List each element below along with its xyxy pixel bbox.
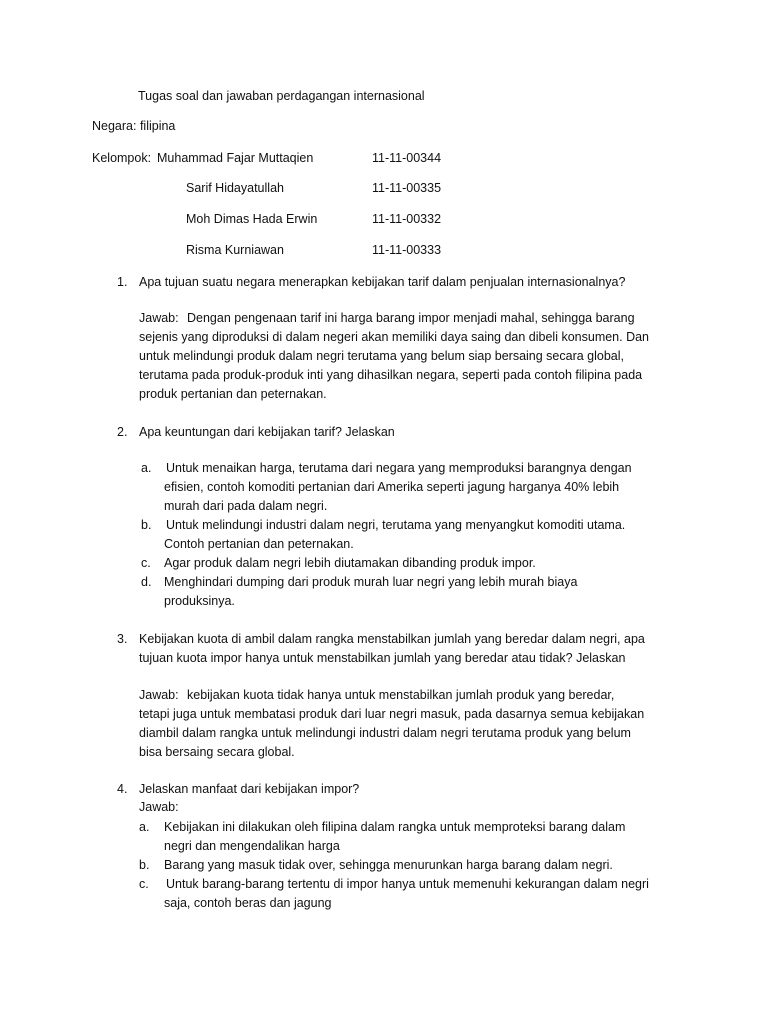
question-text: Apa keuntungan dari kebijakan tarif? Jelaskan xyxy=(139,425,395,439)
answer-line: untuk melindungi produk dalam negri terutama yang belum siap bersaing secara global, xyxy=(139,349,625,363)
question-text: Jelaskan manfaat dari kebijakan impor? xyxy=(139,782,360,796)
answer-label: Jawab: xyxy=(139,800,179,814)
answer-line: produk pertanian dan peternakan. xyxy=(139,387,327,401)
answer-label: Jawab: xyxy=(139,311,179,325)
member-name: Risma Kurniawan xyxy=(186,243,284,257)
answer-line: diambil dalam rangka untuk melindungi industri dalam negri terutama produk yang belum xyxy=(139,726,631,740)
member-name: Moh Dimas Hada Erwin xyxy=(186,212,318,226)
document-title: Tugas soal dan jawaban perdagangan internasional xyxy=(138,89,425,103)
answer-line: Dengan pengenaan tarif ini harga barang impor menjadi mahal, sehingga barang xyxy=(187,311,635,325)
question-number: 2. xyxy=(117,425,128,439)
list-item-line: Menghindari dumping dari produk murah luar negri yang lebih murah biaya xyxy=(164,575,578,589)
list-letter: d. xyxy=(141,575,152,589)
list-letter: a. xyxy=(139,820,150,834)
answer-line: bisa bersaing secara global. xyxy=(139,745,295,759)
answer-line: terutama pada produk-produk inti yang dihasilkan negara, seperti pada contoh filipina pada xyxy=(139,368,643,382)
list-letter: c. xyxy=(141,556,151,570)
list-letter: b. xyxy=(139,858,150,872)
question-number: 1. xyxy=(117,275,128,289)
list-item-line: Untuk barang-barang tertentu di impor hanya untuk memenuhi kekurangan dalam negri xyxy=(166,877,649,891)
list-item-line: Contoh pertanian dan peternakan. xyxy=(164,537,354,551)
answer-line: sejenis yang diproduksi di dalam negeri akan memiliki daya saing dan dibeli konsumen. Dan xyxy=(139,330,650,344)
member-name: Muhammad Fajar Muttaqien xyxy=(157,151,314,165)
list-letter: a. xyxy=(141,461,152,475)
question-text: tujuan kuota impor hanya untuk menstabilkan jumlah yang beredar atau tidak? Jelaskan xyxy=(139,651,626,665)
member-id: 11-11-00332 xyxy=(372,212,442,226)
question-text: Apa tujuan suatu negara menerapkan kebijakan tarif dalam penjualan internasionalnya? xyxy=(139,275,626,289)
member-name: Sarif Hidayatullah xyxy=(186,181,284,195)
list-item-line: Untuk menaikan harga, terutama dari negara yang memproduksi barangnya dengan xyxy=(166,461,632,475)
list-item-line: Barang yang masuk tidak over, sehingga menurunkan harga barang dalam negri. xyxy=(164,858,613,872)
question-text: Kebijakan kuota di ambil dalam rangka menstabilkan jumlah yang beredar dalam negri, apa xyxy=(139,632,645,646)
list-item-line: saja, contoh beras dan jagung xyxy=(164,896,332,910)
member-id: 11-11-00333 xyxy=(372,243,442,257)
list-letter: b. xyxy=(141,518,152,532)
list-letter: c. xyxy=(139,877,149,891)
list-item-line: Kebijakan ini dilakukan oleh filipina dalam rangka untuk memproteksi barang dalam xyxy=(164,820,626,834)
question-number: 4. xyxy=(117,782,128,796)
answer-line: tetapi juga untuk membatasi produk dari luar negri masuk, pada dasarnya semua kebijakan xyxy=(139,707,645,721)
question-number: 3. xyxy=(117,632,128,646)
member-id: 11-11-00344 xyxy=(372,151,442,165)
country-line: Negara: filipina xyxy=(92,119,176,133)
list-item-line: negri dan mengendalikan harga xyxy=(164,839,340,853)
list-item-line: Untuk melindungi industri dalam negri, terutama yang menyangkut komoditi utama. xyxy=(166,518,626,532)
list-item-line: produksinya. xyxy=(164,594,235,608)
answer-label: Jawab: xyxy=(139,688,179,702)
group-label: Kelompok: xyxy=(92,151,152,165)
list-item-line: murah dari pada dalam negri. xyxy=(164,499,328,513)
answer-line: kebijakan kuota tidak hanya untuk menstabilkan jumlah produk yang beredar, xyxy=(187,688,615,702)
member-id: 11-11-00335 xyxy=(372,181,442,195)
list-item-line: Agar produk dalam negri lebih diutamakan dibanding produk impor. xyxy=(164,556,536,570)
list-item-line: efisien, contoh komoditi pertanian dari Amerika seperti jagung harganya 40% lebih xyxy=(164,480,620,494)
